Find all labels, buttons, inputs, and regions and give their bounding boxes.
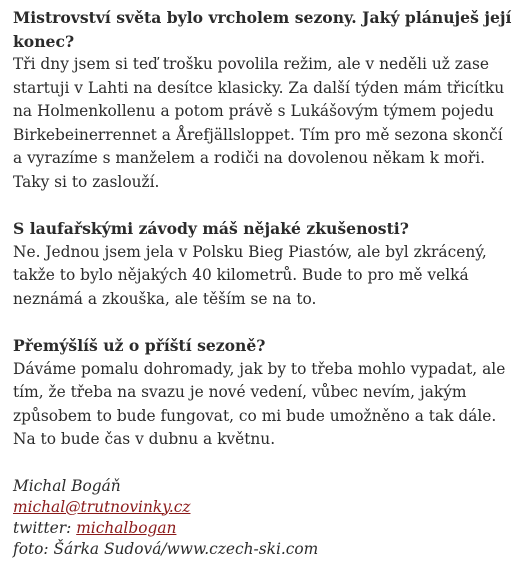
photo-credit: foto: Šárka Sudová/www.czech-ski.com [13,539,319,558]
interview-section [13,334,513,452]
author-twitter-line [13,518,513,539]
interview-question: S laufařskými závody máš nějaké zkušenosti? [13,219,409,238]
author-signature [13,476,513,560]
interview-section [13,217,513,311]
twitter-label: twitter: [13,518,77,537]
interview-answer: Tři dny jsem si teď trošku povolila režim, ale v neděli už zase startuji v Lahti na desítce klasicky. Za další týden mám třicítku na Holmenkollenu a potom právě s Lukášovým týmem pojedu Birkebeinerrennet a Årefjällsloppet. Tím pro mě sezona skončí a vyrazíme s manželem a rodiči na dovolenou někam k moři. Taky si to zaslouží. [13,55,505,191]
interview-answer: Ne. Jednou jsem jela v Polsku Bieg Piastów, ale byl zkrácený, takže to bylo nějakých 40 kilometrů. Bude to pro mě velká neznámá a zkouška, ale těším se na to. [13,242,487,308]
article-body [0,6,513,560]
author-email-line [13,497,513,518]
interview-answer: Dáváme pomalu dohromady, jak by to třeba mohlo vypadat, ale tím, že třeba na svazu je nové vedení, vůbec nevím, jakým způsobem to bude fungovat, co mi bude umožněno a tak dále. Na to bude čas v dubnu a květnu. [13,359,506,448]
interview-section [13,6,513,194]
author-twitter-link[interactable]: michalbogan [76,518,177,537]
author-email-link[interactable]: michal@trutnovinky.cz [13,497,191,516]
interview-question: Mistrovství světa bylo vrcholem sezony. Jaký plánuješ její konec? [13,8,512,51]
author-name: Michal Bogáň [13,476,121,495]
interview-question: Přemýšlíš už o příští sezoně? [13,336,266,355]
